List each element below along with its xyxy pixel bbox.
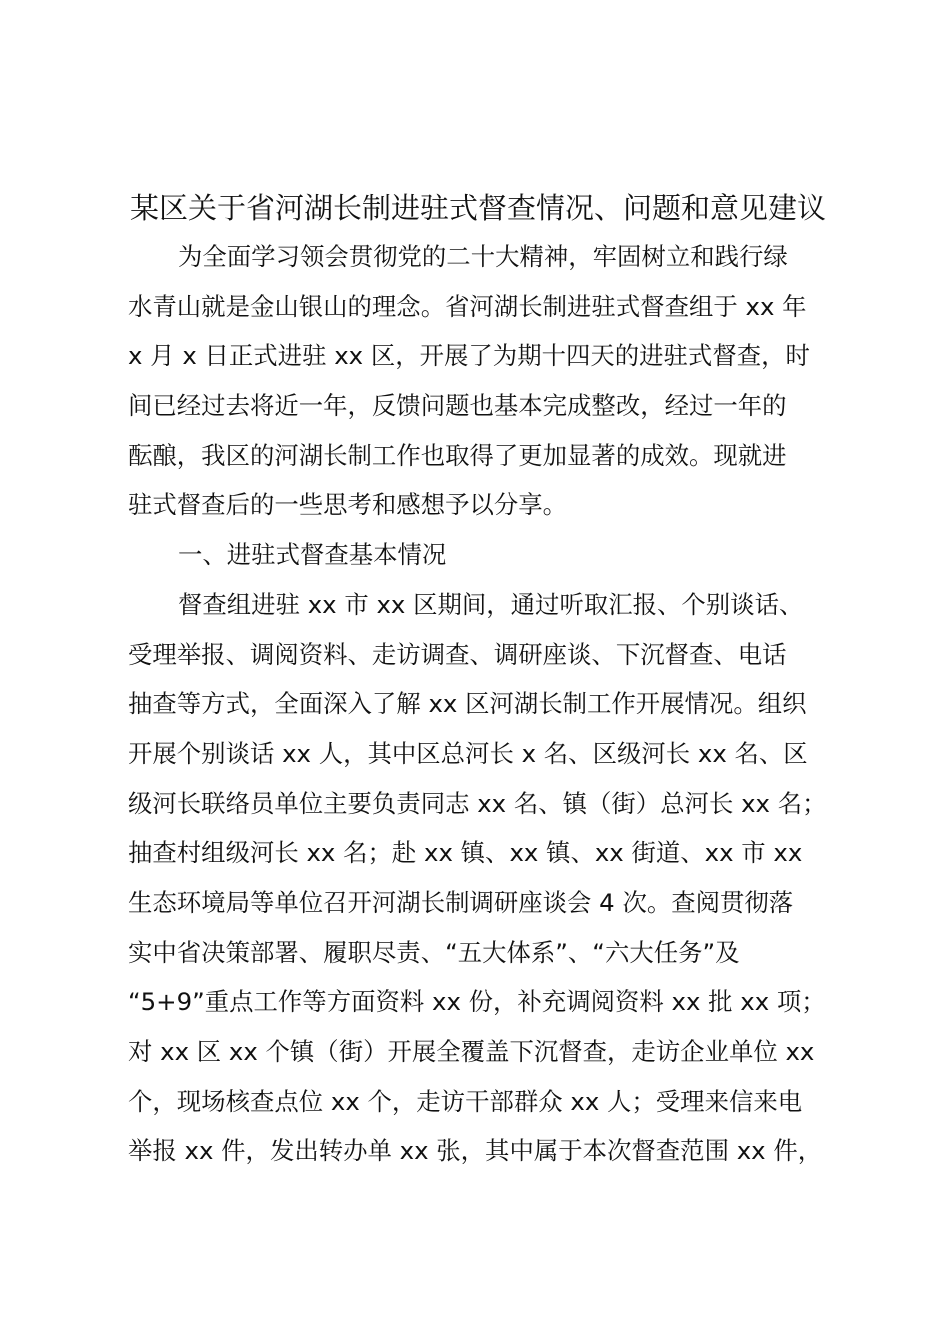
body-line: 个，现场核查点位 xx 个，走访干部群众 xx 人；受理来信来电 — [128, 1086, 803, 1116]
body-line: 抽查等方式，全面深入了解 xx 区河湖长制工作开展情况。组织 — [128, 689, 807, 719]
body-line: 对 xx 区 xx 个镇（街）开展全覆盖下沉督查，走访企业单位 xx — [128, 1037, 815, 1066]
section-heading: 一、进驻式督查基本情况 — [178, 540, 447, 570]
body-line: “5+9”重点工作等方面资料 xx 份，补充调阅资料 xx 批 xx 项； — [128, 987, 826, 1017]
body-line: 级河长联络员单位主要负责同志 xx 名、镇（街）总河长 xx 名； — [128, 788, 827, 818]
document-title: 某区关于省河湖长制进驻式督查情况、问题和意见建议 — [129, 191, 826, 225]
body-line: 抽查村组级河长 xx 名；赴 xx 镇、xx 镇、xx 街道、xx 市 xx — [128, 838, 803, 868]
body-line: 驻式督查后的一些思考和感想予以分享。 — [128, 490, 568, 520]
body-line: 受理举报、调阅资料、走访调查、调研座谈、下沉督查、电话 — [128, 639, 787, 669]
document-body — [128, 232, 843, 1176]
body-line: 举报 xx 件，发出转办单 xx 张，其中属于本次督查范围 xx 件， — [128, 1136, 823, 1166]
body-line: 水青山就是金山银山的理念。省河湖长制进驻式督查组于 xx 年 — [128, 291, 807, 321]
body-line: 酝酿，我区的河湖长制工作也取得了更加显著的成效。现就进 — [128, 440, 787, 470]
body-line: 实中省决策部署、履职尽责、“五大体系”、“六大任务”及 — [128, 937, 740, 967]
body-line: 开展个别谈话 xx 人，其中区总河长 x 名、区级河长 xx 名、区 — [128, 738, 808, 768]
body-line: 为全面学习领会贯彻党的二十大精神，牢固树立和践行绿 — [178, 242, 788, 271]
body-line: 督查组进驻 xx 市 xx 区期间，通过听取汇报、个别谈话、 — [178, 589, 804, 619]
body-line: 间已经过去将近一年，反馈问题也基本完成整改，经过一年的 — [128, 391, 787, 421]
body-line: 生态环境局等单位召开河湖长制调研座谈会 4 次。查阅贯彻落 — [128, 887, 794, 917]
body-line: x 月 x 日正式进驻 xx 区，开展了为期十四天的进驻式督查，时 — [128, 341, 810, 371]
